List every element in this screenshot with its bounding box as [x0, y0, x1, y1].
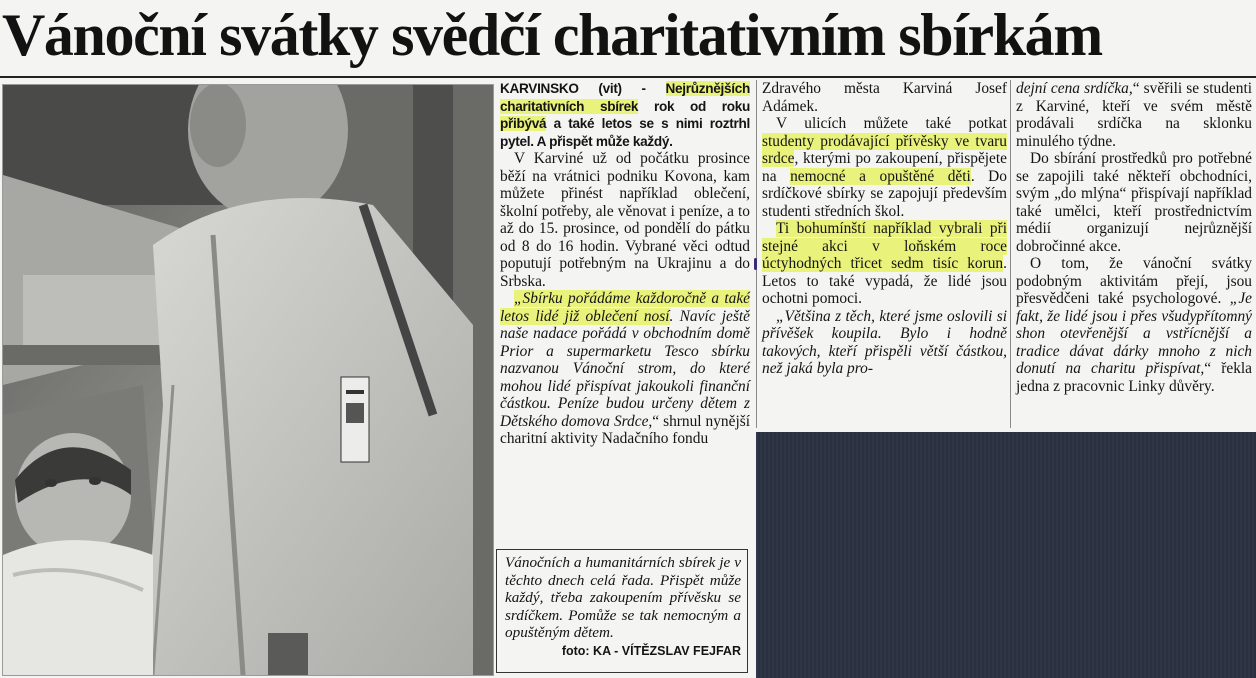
- body-text: , kterými po zakoupení, přispějete na: [762, 150, 1007, 185]
- paragraph: [762, 220, 1007, 308]
- quote-text: dejní cena srdíčka,: [1016, 80, 1133, 97]
- body-text: V ulicích můžete také potkat: [776, 115, 1007, 132]
- caption-text: Vánočních a humanitárních sbírek je v těchto dnech celá řada. Přispět může každý, třeba zakoupením přívěsku se srdíčkem. Pomůže se tak nemocným a opuštěným dětem.: [505, 554, 741, 642]
- paragraph: V Karviné už od počátku prosince běží na vrátnici podniku Kovona, kam můžete přinést například oblečení, školní potřeby, ale věnovat i peníze, a to až do 15. prosince, od pondělí do pátku od 8 do 16 hodin. Vybrané věci odtud poputují potřebným na Ukrajinu a do Srbska.: [500, 150, 750, 290]
- headline-rule: [0, 76, 1256, 78]
- paragraph: Zdravého města Karviná Josef Adámek.: [762, 80, 1007, 115]
- highlighted-text: přibývá: [500, 116, 547, 131]
- lead-paragraph: [500, 80, 750, 150]
- quote-attribution: “ řekla jedna z pracovnic Linky důvěry.: [1016, 360, 1252, 395]
- paragraph: [1016, 80, 1252, 150]
- highlighted-text: Ti bohumínští například vybrali při stejné akci v loňském roce úctyhodných třicet sedm tisíc korun: [762, 220, 1007, 272]
- photo-caption: [496, 549, 748, 673]
- article-column-1: [500, 80, 750, 448]
- article-photo: [2, 84, 494, 676]
- column-divider: [1010, 80, 1011, 428]
- highlighted-text: nemocné a opuštěné děti: [790, 167, 971, 185]
- body-text: O tom, že vánoční svátky podobným aktivitám přejí, jsou přesvědčeni také psychologové.: [1016, 255, 1252, 307]
- body-text: “ svěřili se studenti z Karviné, kteří ve svém městě prodávali srdíčka na sklonku minulého týdne.: [1016, 80, 1252, 150]
- column-divider: [756, 80, 757, 428]
- dark-background-area: [756, 432, 1256, 678]
- highlighted-quote: „Sbírku pořádáme každoročně a také letos lidé již oblečení nosí: [500, 290, 750, 325]
- highlighted-text: Nejrůznějších charitativních sbírek: [500, 81, 750, 114]
- article-column-3: [1016, 80, 1252, 395]
- paragraph: [1016, 255, 1252, 395]
- article-column-2: [762, 80, 1007, 378]
- body-text: . Do srdíčkové sbírky se zapojují především studenti středních škol.: [762, 167, 1007, 220]
- paragraph: Do sbírání prostředků pro potřebné se zapojili také někteří obchodníci, svým „do mlýna“ přispívají například také umělci, kteří prostřednictvím médií organizují nejrůznější dobročinné akce.: [1016, 150, 1252, 255]
- quote-paragraph: „Většina z těch, které jsme oslovili si přívěšek koupila. Bylo i hodně takových, kteří přispěli větší částkou, než jaká byla pro-: [762, 307, 1007, 377]
- photo-credit: foto: KA - VÍTĚZSLAV FEJFAR: [561, 643, 741, 658]
- quote-paragraph: [500, 290, 750, 448]
- quote-attribution: “ shrnul nynější charitní aktivity Nadačního fondu: [500, 412, 750, 447]
- paragraph: [762, 115, 1007, 220]
- highlighted-text: studenty prodávající přívěsky ve tvaru srdce: [762, 132, 1007, 167]
- pen-mark: [754, 258, 757, 270]
- lead-text: rok od roku: [638, 98, 750, 114]
- lead-text: a také letos se s nimi roztrhl pytel. A přispět může každý.: [500, 116, 750, 149]
- dateline: KARVINSKO (vit) -: [500, 81, 666, 96]
- headline: Vánoční svátky svědčí charitativním sbírkám: [2, 2, 1102, 68]
- quote-text: „Je fakt, že lidé jsou i přes všudypřítomný shon otevřenější a vstřícnější a tradice dávat dárky mnoho z nich donutí na charitu přispívat,: [1016, 290, 1252, 377]
- body-text: . Letos to také vypadá, že lidé jsou ochotni pomoci.: [762, 255, 1007, 307]
- photo-illustration: [3, 85, 493, 675]
- quote-text: . Navíc ještě naše nadace pořádá v obchodním domě Prior a supermarketu Tesco sbírku nazvanou Vánoční strom, do které mohou lidé přispívat jakoukoli finanční částkou. Peníze budou určeny dětem z Dětského domova Srdce,: [500, 307, 750, 430]
